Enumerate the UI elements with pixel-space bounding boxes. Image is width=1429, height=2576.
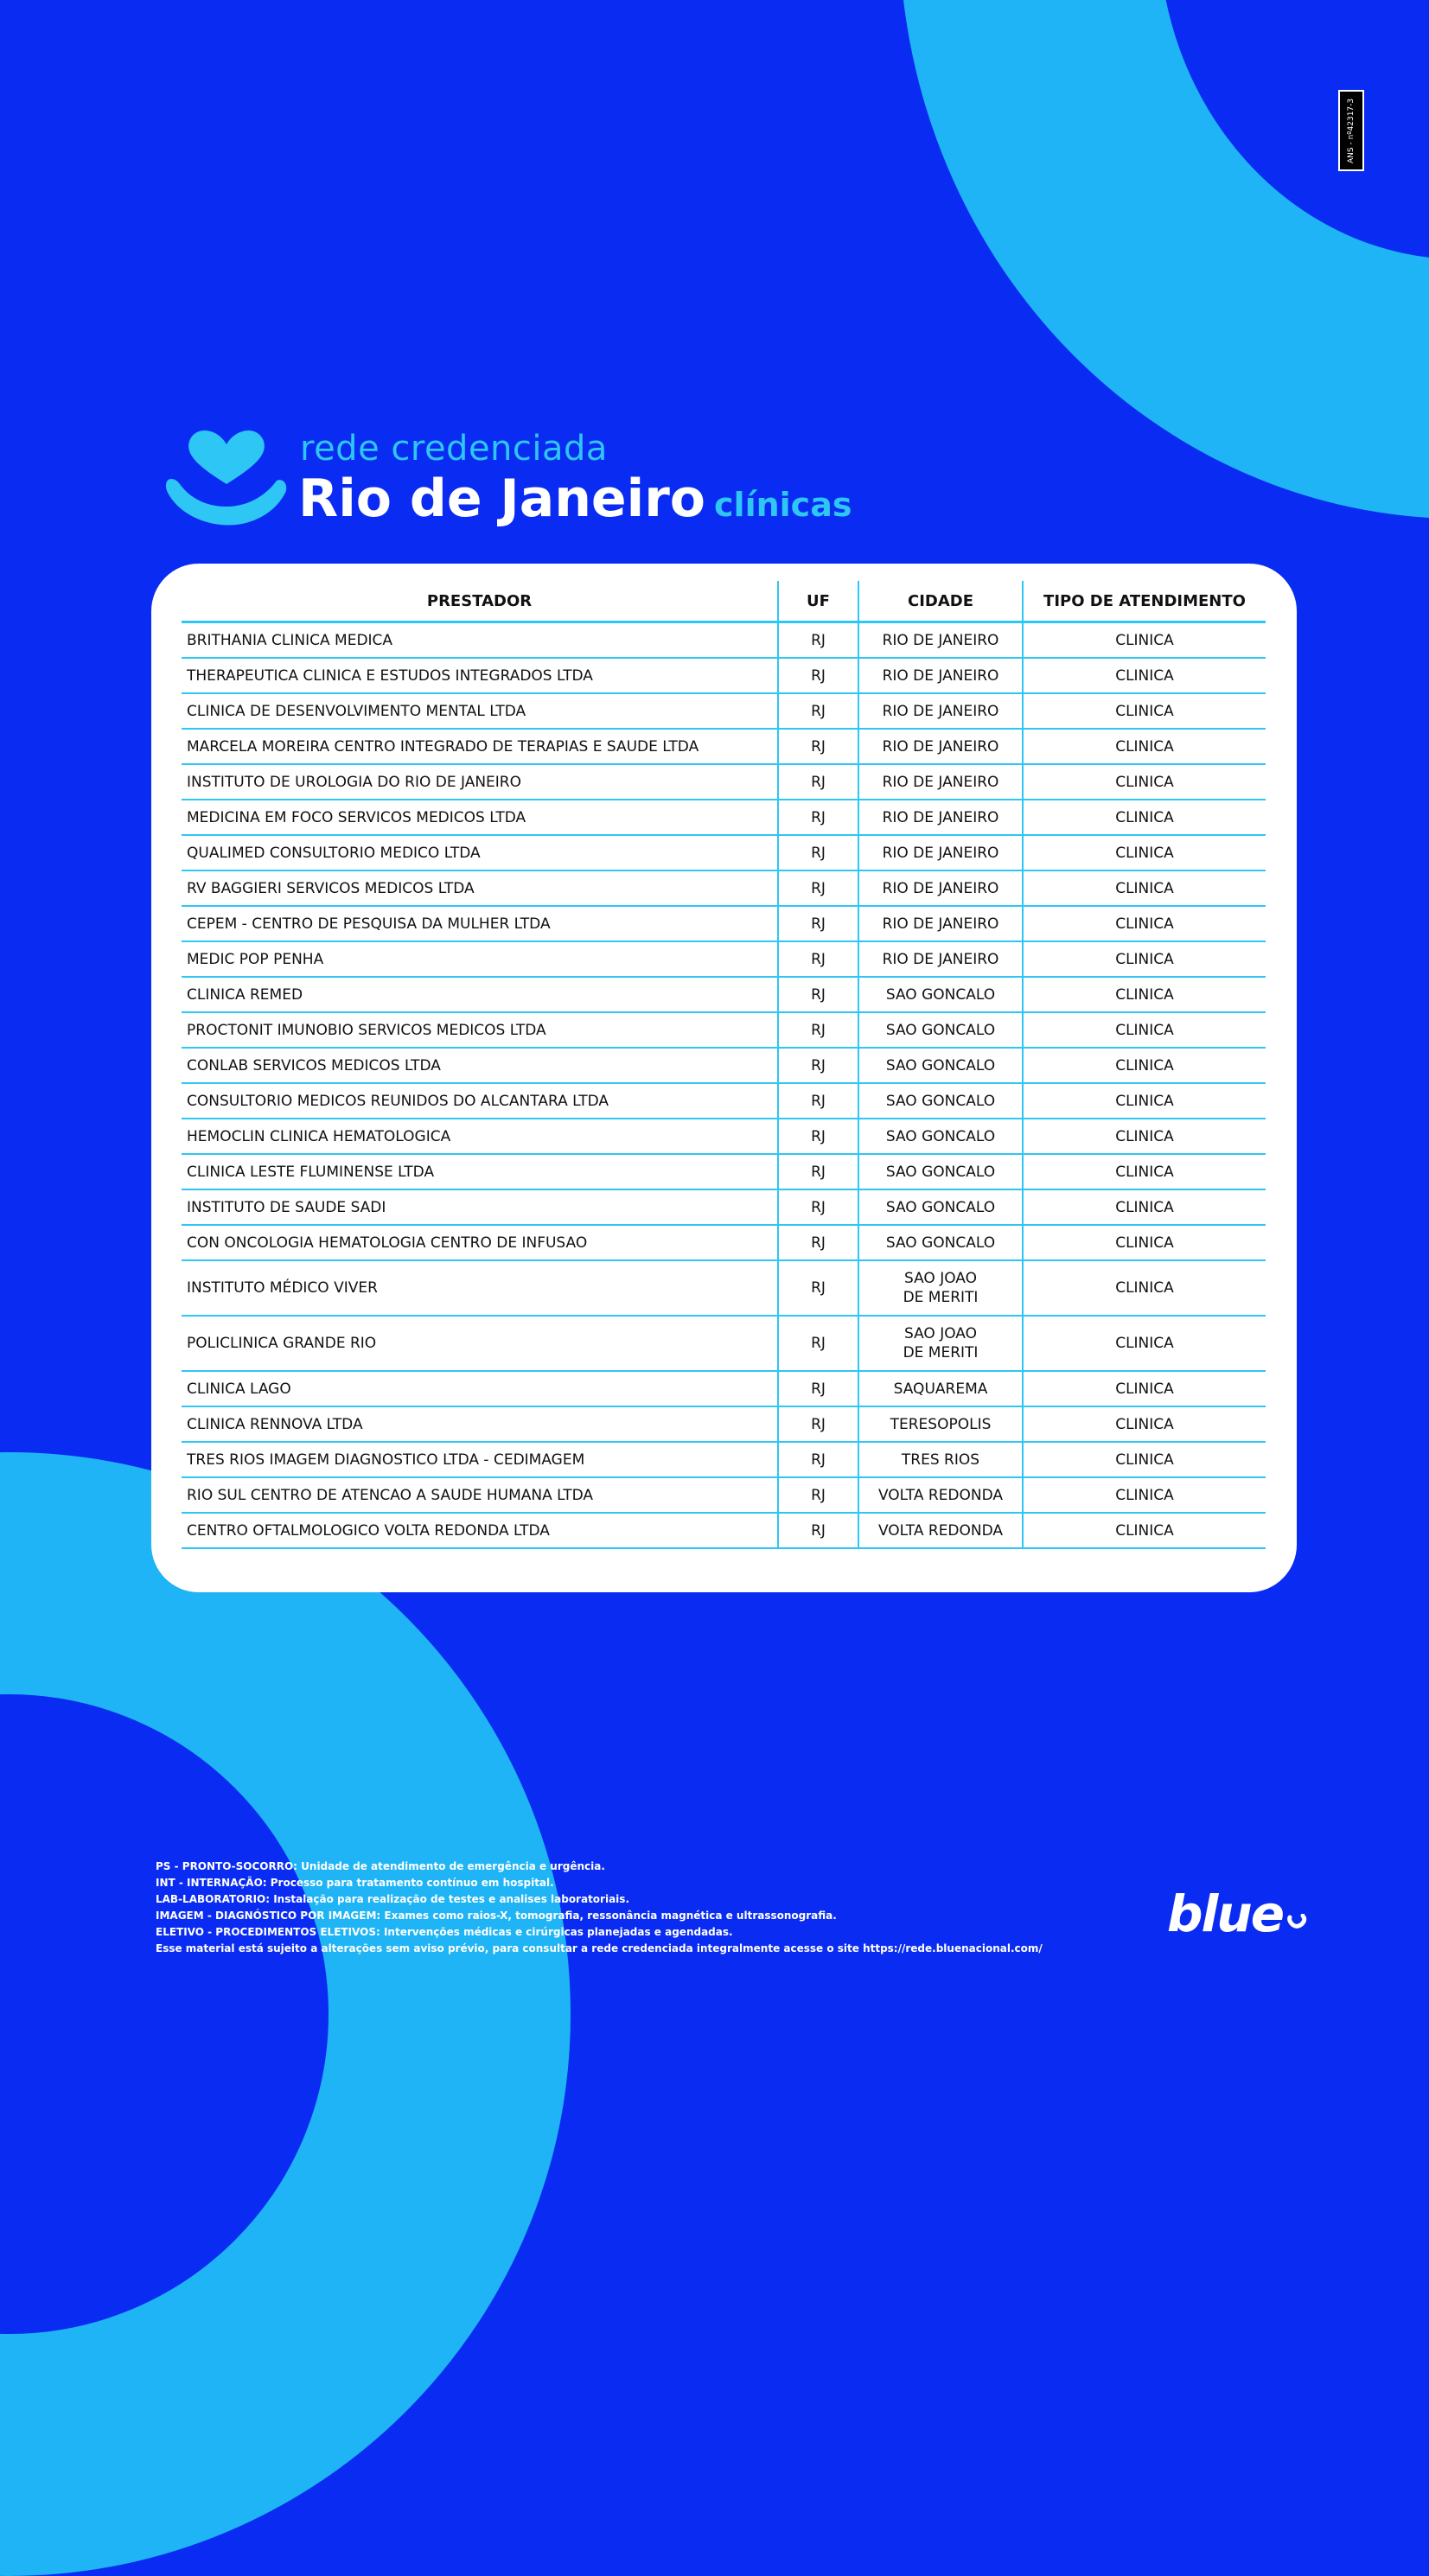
cell-uf: RJ (778, 1371, 858, 1406)
cell-uf: RJ (778, 1119, 858, 1154)
title-city: Rio de Janeiro (298, 469, 706, 529)
cell-tipo: CLINICA (1023, 1406, 1266, 1442)
cell-prestador: INSTITUTO DE SAUDE SADI (182, 1189, 778, 1225)
cell-tipo: CLINICA (1023, 1513, 1266, 1548)
cell-uf: RJ (778, 1012, 858, 1048)
cell-uf: RJ (778, 800, 858, 835)
table-row (182, 977, 1266, 1012)
cell-cidade: RIO DE JANEIRO (858, 941, 1023, 977)
cell-prestador: INSTITUTO DE UROLOGIA DO RIO DE JANEIRO (182, 764, 778, 800)
cell-cidade: RIO DE JANEIRO (858, 622, 1023, 659)
cell-tipo: CLINICA (1023, 1083, 1266, 1119)
cell-tipo: CLINICA (1023, 1154, 1266, 1189)
cell-uf: RJ (778, 941, 858, 977)
cell-prestador: CENTRO OFTALMOLOGICO VOLTA REDONDA LTDA (182, 1513, 778, 1548)
cell-uf: RJ (778, 658, 858, 693)
brand-logo (1167, 1884, 1307, 1943)
table-row (182, 1189, 1266, 1225)
footer-note: IMAGEM - DIAGNÓSTICO POR IMAGEM: Exames como raios-X, tomografia, ressonância magnética e ultrassonografia. (156, 1910, 837, 1922)
footer-note: LAB-LABORATORIO: Instalação para realização de testes e analises laboratoriais. (156, 1893, 629, 1905)
table-header-row (182, 581, 1266, 622)
cell-uf: RJ (778, 1513, 858, 1548)
table-row (182, 1119, 1266, 1154)
column-header-tipo: TIPO DE ATENDIMENTO (1023, 581, 1266, 622)
cell-tipo: CLINICA (1023, 729, 1266, 764)
cell-prestador: CLINICA LAGO (182, 1371, 778, 1406)
cell-tipo: CLINICA (1023, 977, 1266, 1012)
cell-uf: RJ (778, 870, 858, 906)
cell-uf: RJ (778, 1048, 858, 1083)
footer-disclaimer: Esse material está sujeito a alterações sem aviso prévio, para consultar a rede credenciada integralmente acesse o site https://rede.bluenacional.com/ (156, 1942, 1043, 1954)
cell-tipo: CLINICA (1023, 835, 1266, 870)
cell-cidade: SAO GONCALO (858, 1154, 1023, 1189)
table-row (182, 729, 1266, 764)
cell-cidade: RIO DE JANEIRO (858, 764, 1023, 800)
cell-prestador: RV BAGGIERI SERVICOS MEDICOS LTDA (182, 870, 778, 906)
provider-table (182, 581, 1266, 1549)
cell-prestador: BRITHANIA CLINICA MEDICA (182, 622, 778, 659)
cell-cidade: SAO GONCALO (858, 1012, 1023, 1048)
cell-cidade: SAO GONCALO (858, 1119, 1023, 1154)
column-header-prestador: PRESTADOR (182, 581, 778, 622)
cell-tipo: CLINICA (1023, 1048, 1266, 1083)
cell-prestador: CON ONCOLOGIA HEMATOLOGIA CENTRO DE INFUSAO (182, 1225, 778, 1260)
footer-note: PS - PRONTO-SOCORRO: Unidade de atendimento de emergência e urgência. (156, 1860, 605, 1872)
table-row (182, 1513, 1266, 1548)
table-body (182, 622, 1266, 1549)
cell-tipo: CLINICA (1023, 1316, 1266, 1371)
cell-tipo: CLINICA (1023, 1371, 1266, 1406)
table-row (182, 1406, 1266, 1442)
cell-prestador: CLINICA REMED (182, 977, 778, 1012)
table-row (182, 835, 1266, 870)
cell-tipo: CLINICA (1023, 906, 1266, 941)
cell-prestador: CEPEM - CENTRO DE PESQUISA DA MULHER LTDA (182, 906, 778, 941)
table-row (182, 1316, 1266, 1371)
cell-tipo: CLINICA (1023, 658, 1266, 693)
cell-prestador: CLINICA DE DESENVOLVIMENTO MENTAL LTDA (182, 693, 778, 729)
cell-uf: RJ (778, 1477, 858, 1513)
title-tag: clínicas (714, 486, 852, 524)
cell-prestador: INSTITUTO MÉDICO VIVER (182, 1260, 778, 1316)
cell-prestador: MARCELA MOREIRA CENTRO INTEGRADO DE TERAPIAS E SAUDE LTDA (182, 729, 778, 764)
cell-tipo: CLINICA (1023, 1012, 1266, 1048)
ans-badge: ANS - nº42317-3 (1338, 90, 1364, 171)
cell-tipo: CLINICA (1023, 800, 1266, 835)
cell-tipo: CLINICA (1023, 1189, 1266, 1225)
cell-tipo: CLINICA (1023, 764, 1266, 800)
table-row (182, 1442, 1266, 1477)
cell-prestador: CLINICA LESTE FLUMINENSE LTDA (182, 1154, 778, 1189)
cell-cidade: SAO JOAO DE MERITI (858, 1260, 1023, 1316)
cell-uf: RJ (778, 1225, 858, 1260)
cell-cidade: RIO DE JANEIRO (858, 800, 1023, 835)
table-row (182, 622, 1266, 659)
cell-uf: RJ (778, 693, 858, 729)
cell-cidade: TERESOPOLIS (858, 1406, 1023, 1442)
cell-cidade: SAO GONCALO (858, 1048, 1023, 1083)
table-row (182, 941, 1266, 977)
cell-uf: RJ (778, 1442, 858, 1477)
cell-cidade: SAO GONCALO (858, 977, 1023, 1012)
footer-note: INT - INTERNAÇÃO: Processo para tratamento contínuo em hospital. (156, 1877, 554, 1889)
provider-table-card (151, 564, 1297, 1592)
header-subtitle: rede credenciada (300, 429, 608, 469)
cell-uf: RJ (778, 1406, 858, 1442)
column-header-cidade: CIDADE (858, 581, 1023, 622)
table-row (182, 1048, 1266, 1083)
cell-prestador: HEMOCLIN CLINICA HEMATOLOGICA (182, 1119, 778, 1154)
cell-prestador: TRES RIOS IMAGEM DIAGNOSTICO LTDA - CEDIMAGEM (182, 1442, 778, 1477)
cell-cidade: RIO DE JANEIRO (858, 729, 1023, 764)
table-row (182, 658, 1266, 693)
decorative-arc-bottom (0, 1452, 571, 2576)
cell-cidade: SAO JOAO DE MERITI (858, 1316, 1023, 1371)
cell-uf: RJ (778, 729, 858, 764)
smile-icon (1285, 1914, 1307, 1931)
table-row (182, 1012, 1266, 1048)
cell-uf: RJ (778, 1316, 858, 1371)
heart-hand-icon (164, 424, 290, 532)
page-title (298, 469, 852, 529)
cell-tipo: CLINICA (1023, 693, 1266, 729)
table-row (182, 906, 1266, 941)
cell-prestador: POLICLINICA GRANDE RIO (182, 1316, 778, 1371)
cell-uf: RJ (778, 1154, 858, 1189)
cell-cidade: TRES RIOS (858, 1442, 1023, 1477)
cell-prestador: PROCTONIT IMUNOBIO SERVICOS MEDICOS LTDA (182, 1012, 778, 1048)
table-row (182, 764, 1266, 800)
cell-uf: RJ (778, 1260, 858, 1316)
cell-prestador: CLINICA RENNOVA LTDA (182, 1406, 778, 1442)
table-row (182, 1154, 1266, 1189)
cell-cidade: RIO DE JANEIRO (858, 906, 1023, 941)
cell-uf: RJ (778, 835, 858, 870)
cell-cidade: RIO DE JANEIRO (858, 835, 1023, 870)
cell-tipo: CLINICA (1023, 1442, 1266, 1477)
cell-cidade: SAO GONCALO (858, 1083, 1023, 1119)
table-row (182, 1371, 1266, 1406)
cell-tipo: CLINICA (1023, 941, 1266, 977)
cell-cidade: RIO DE JANEIRO (858, 693, 1023, 729)
table-row (182, 693, 1266, 729)
cell-uf: RJ (778, 764, 858, 800)
cell-prestador: THERAPEUTICA CLINICA E ESTUDOS INTEGRADOS LTDA (182, 658, 778, 693)
cell-cidade: SAO GONCALO (858, 1225, 1023, 1260)
footer-note: ELETIVO - PROCEDIMENTOS ELETIVOS: Intervenções médicas e cirúrgicas planejadas e agendadas. (156, 1926, 733, 1938)
table-row (182, 1477, 1266, 1513)
cell-cidade: RIO DE JANEIRO (858, 658, 1023, 693)
column-header-uf: UF (778, 581, 858, 622)
cell-uf: RJ (778, 906, 858, 941)
cell-tipo: CLINICA (1023, 1477, 1266, 1513)
brand-wordmark: blue (1167, 1884, 1284, 1943)
table-row (182, 1083, 1266, 1119)
decorative-arc-top (899, 0, 1429, 519)
cell-tipo: CLINICA (1023, 870, 1266, 906)
cell-cidade: VOLTA REDONDA (858, 1513, 1023, 1548)
cell-tipo: CLINICA (1023, 1225, 1266, 1260)
cell-cidade: RIO DE JANEIRO (858, 870, 1023, 906)
cell-uf: RJ (778, 1083, 858, 1119)
cell-cidade: SAO GONCALO (858, 1189, 1023, 1225)
table-row (182, 1260, 1266, 1316)
cell-tipo: CLINICA (1023, 1260, 1266, 1316)
cell-cidade: VOLTA REDONDA (858, 1477, 1023, 1513)
table-row (182, 870, 1266, 906)
footer-notes (156, 1859, 1043, 1957)
cell-prestador: MEDICINA EM FOCO SERVICOS MEDICOS LTDA (182, 800, 778, 835)
cell-tipo: CLINICA (1023, 1119, 1266, 1154)
cell-prestador: CONLAB SERVICOS MEDICOS LTDA (182, 1048, 778, 1083)
cell-prestador: QUALIMED CONSULTORIO MEDICO LTDA (182, 835, 778, 870)
cell-prestador: MEDIC POP PENHA (182, 941, 778, 977)
cell-uf: RJ (778, 977, 858, 1012)
cell-prestador: CONSULTORIO MEDICOS REUNIDOS DO ALCANTARA LTDA (182, 1083, 778, 1119)
cell-uf: RJ (778, 1189, 858, 1225)
table-row (182, 1225, 1266, 1260)
table-row (182, 800, 1266, 835)
cell-uf: RJ (778, 622, 858, 659)
cell-prestador: RIO SUL CENTRO DE ATENCAO A SAUDE HUMANA LTDA (182, 1477, 778, 1513)
cell-tipo: CLINICA (1023, 622, 1266, 659)
cell-cidade: SAQUAREMA (858, 1371, 1023, 1406)
